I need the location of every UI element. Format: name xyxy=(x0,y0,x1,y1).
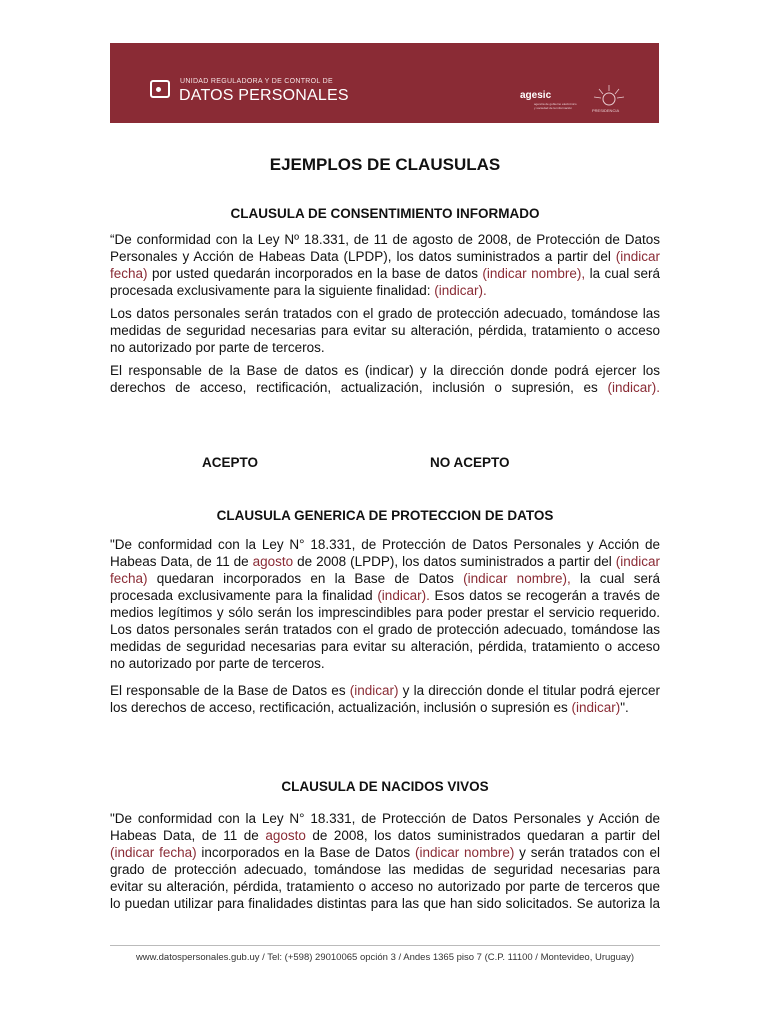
datos-personales-logo-icon xyxy=(150,80,170,98)
agesic-logo: agesic xyxy=(520,90,552,101)
org-name-line1: UNIDAD REGULADORA Y DE CONTROL DE xyxy=(180,78,333,85)
paragraph: "De conformidad con la Ley N° 18.331, de Protección de Datos Personales y Acción de Habeas Data, de 11 de agosto de 2008, los datos suministrados quedaran a partir del (indicar fecha) incorporados en la Base de Datos (indicar nombre) y serán tratados con el grado de protección adecuado, tomándose las medidas de seguridad necesarias para evitar su alteración, pérdida, tratamiento o acceso no autorizado por parte de terceros que lo puedan utilizar para finalidades distintas para las que han sido solicitados. Se autoriza la xyxy=(110,811,660,911)
no-acepto-option[interactable]: NO ACEPTO xyxy=(430,455,510,470)
section-generica xyxy=(110,536,660,722)
paragraph: Los datos personales serán tratados con el grado de protección adecuado, tomándose las medidas de seguridad necesarias para evitar su alteración, pérdida, tratamiento o acceso no autorizado por parte de terceros. xyxy=(110,306,660,355)
presidencia-sun-icon xyxy=(593,83,625,109)
section-consentimiento xyxy=(110,231,660,402)
document-title: EJEMPLOS DE CLAUSULAS xyxy=(269,155,501,174)
section-nacidos-vivos xyxy=(110,810,660,918)
presidencia-label: PRESIDENCIA xyxy=(592,108,620,113)
acepto-option[interactable]: ACEPTO xyxy=(202,455,259,470)
org-name-line2: DATOS PERSONALES xyxy=(179,87,349,104)
agesic-tagline: agencia de gobierno electrónico y sociedad de la información xyxy=(534,102,577,110)
page-footer: www.datospersonales.gub.uy / Tel: (+598) 29010065 opción 3 / Andes 1365 piso 7 (C.P. 11100 / Montevideo, Uruguay) xyxy=(110,945,660,963)
paragraph: "De conformidad con la Ley N° 18.331, de Protección de Datos Personales y Acción de Habeas Data, de 11 de agosto de 2008 (LPDP), los datos suministrados a partir del (indicar fecha) quedaran incorporados en la Base de Datos (indicar nombre), la cual será procesada exclusivamente para la finalidad (indicar). Esos datos se recogerán a través de medios legítimos y sólo serán los imprescindibles para poder prestar el servicio requerido. Los datos personales serán tratados con el grado de protección adecuado, tomándose las medidas de seguridad necesarias para evitar su alteración, pérdida, tratamiento o acceso no autorizado por parte de terceros. xyxy=(110,537,660,671)
header-banner xyxy=(110,43,659,123)
paragraph: El responsable de la Base de Datos es (indicar) y la dirección donde el titular podrá ejercer los derechos de acceso, rectificación, actualización, inclusión o supresión es (indicar)". xyxy=(110,683,660,715)
section-heading-generica: CLAUSULA GENERICA DE PROTECCION DE DATOS xyxy=(216,508,554,523)
paragraph: “De conformidad con la Ley Nº 18.331, de 11 de agosto de 2008, de Protección de Datos Personales y Acción de Habeas Data (LPDP), los datos suministrados a partir del (indicar fecha) por usted quedarán incorporados en la base de datos (indicar nombre), la cual será procesada exclusivamente para la siguiente finalidad: (indicar). xyxy=(110,232,660,298)
section-heading-nacidos-vivos: CLAUSULA DE NACIDOS VIVOS xyxy=(281,779,489,794)
section-heading-consentimiento: CLAUSULA DE CONSENTIMIENTO INFORMADO xyxy=(230,206,540,221)
paragraph: El responsable de la Base de datos es (indicar) y la dirección donde podrá ejercer los derechos de acceso, rectificación, actualización, inclusión o supresión, es (indicar). xyxy=(110,363,660,395)
